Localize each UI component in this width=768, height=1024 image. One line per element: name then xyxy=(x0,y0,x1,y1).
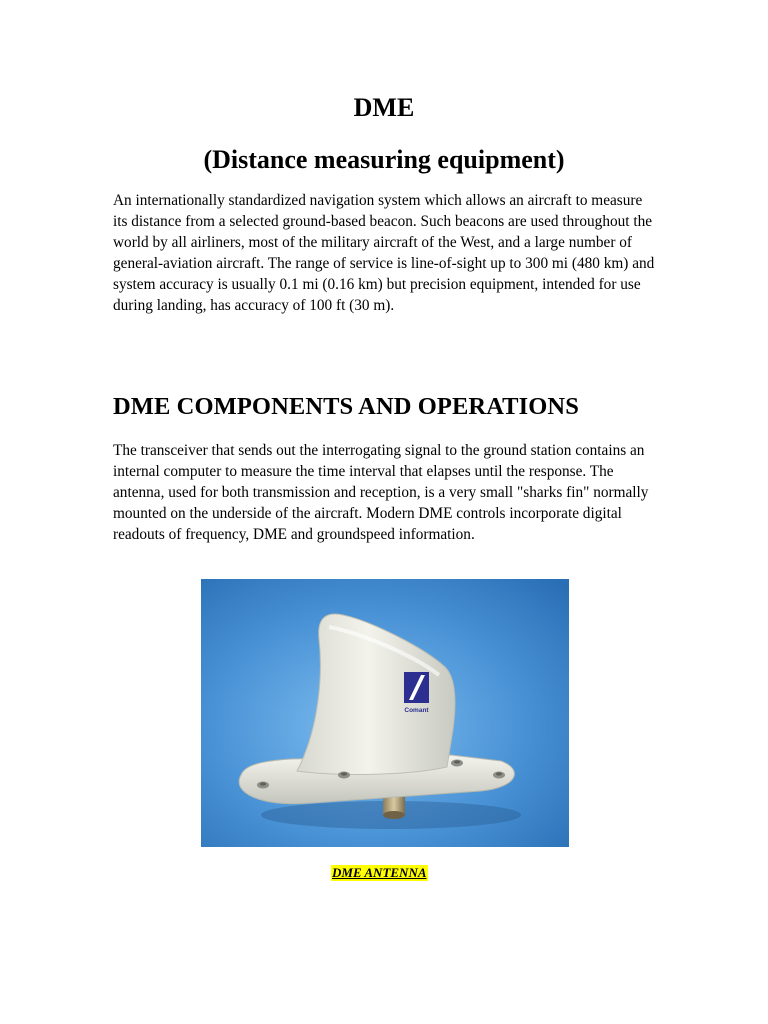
section-paragraph: The transceiver that sends out the interrogating signal to the ground station contains an internal computer to measure the time interval that elapses until the response. The antenna, used for both transmission and reception, is a very small "sharks fin" normally mounted on the underside of the aircraft. Modern DME controls incorporate digital readouts of frequency, DME and groundspeed information. xyxy=(113,442,649,543)
comant-logo-text: Comant xyxy=(404,707,429,714)
intro-paragraph: An internationally standardized navigation system which allows an aircraft to measure its distance from a selected ground-based beacon. Such beacons are used throughout the world by all airliners, most of the military aircraft of the West, and a large number of general-aviation aircraft. The range of service is line-of-sight up to 300 mi (480 km) and system accuracy is usually 0.1 mi (0.16 km) but precision equipment, intended for use during landing, has accuracy of 100 ft (30 m). xyxy=(113,192,655,314)
document-subtitle: (Distance measuring equipment) xyxy=(203,145,565,174)
dme-antenna-photo xyxy=(201,579,569,847)
document-title: DME xyxy=(353,93,415,122)
section-heading: DME COMPONENTS AND OPERATIONS xyxy=(113,393,579,420)
figure-caption: DME ANTENNA xyxy=(332,865,427,880)
